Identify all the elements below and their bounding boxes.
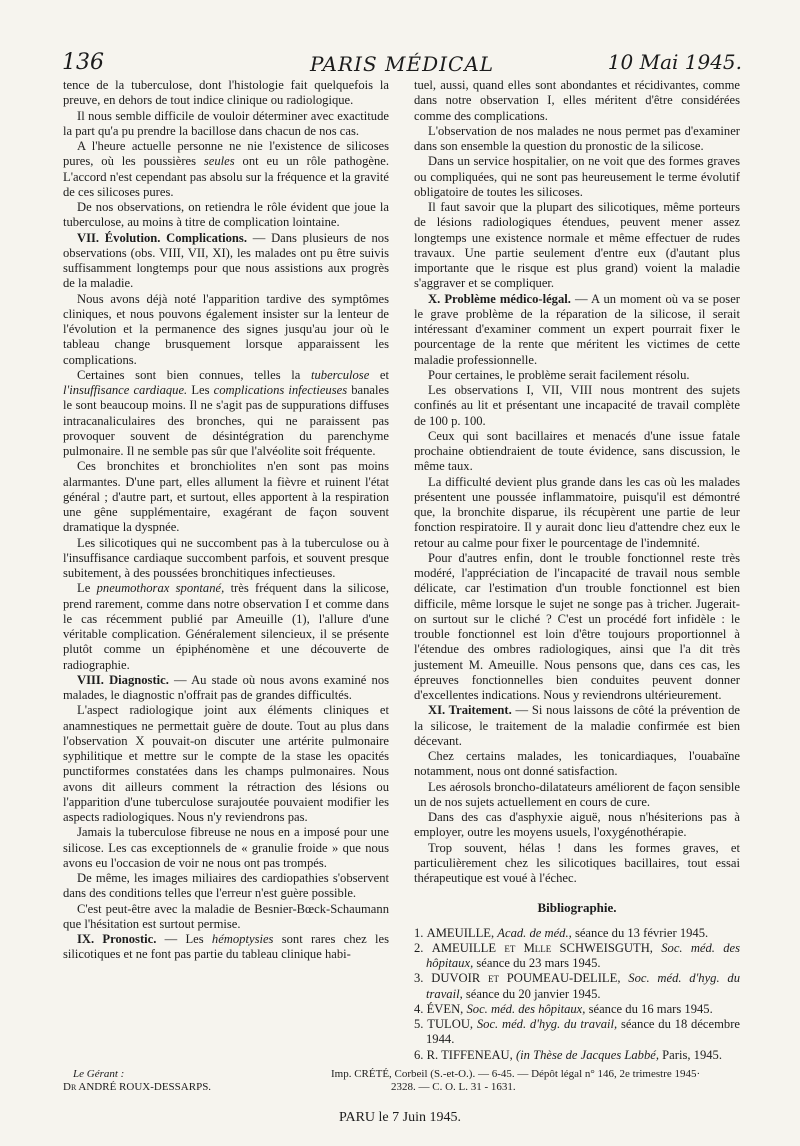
issue-date: 10 Mai 1945. — [607, 50, 742, 74]
printer-line: 2328. — C. O. L. 31 - 1631. — [391, 1081, 516, 1093]
paragraph: Dans un service hospitalier, on ne voit que des formes graves ou compliquées, qui ne sont pas heureusement le terme évolutif obligatoire de toutes les silicoses. — [414, 154, 740, 199]
paragraph: Il faut savoir que la plupart des silicotiques, même porteurs de lésions radiologiques étendues, peuvent mener assez longtemps une existence normale et même effectuer de rudes travaux. Une partie seulement d'entre eux (d'autant plus importante que le risque est plus grand) voient la maladie s'aggraver et se compliquer. — [414, 200, 740, 291]
section-heading: VIII. Diagnostic. — [77, 672, 169, 687]
paragraph: C'est peut-être avec la maladie de Besnier-Bœck-Schaumann que l'hésitation est surtout permise. — [63, 901, 389, 931]
paragraph: Pour d'autres enfin, dont le trouble fonctionnel reste très modéré, l'appréciation de l'incapacité de travail nous semble délicate, car l'estimation d'un trouble fonctionnel est bien difficile, même lorsque le sujet ne songe pas à tricher. Jugerait-on surtout sur le cliché ? C'est un procédé fort infidèle : le trouble fonctionnel est loin d'être toujours proportionnel à l'étendue des ombres radiologiques, ainsi que l'a dit très justement M. Ameuille. Nous pensons que, dans ces cas, les épreuves fonctionnelles bien conduites peuvent donner d'excellentes indications. Nous y reviendrons ultérieurement. — [414, 550, 740, 702]
paragraph: Les observations I, VII, VIII nous montrent des sujets confinés au lit et présentant une incapacité de travail complète de 100 p. 100. — [414, 383, 740, 428]
section-traitement: XI. Traitement. — Si nous laissons de côté la prévention de la silicose, le traitement de la maladie confirmée est bien décevant. — [414, 703, 740, 748]
paragraph: Chez certains malades, les tonicardiaques, l'ouabaïne notamment, nous ont donné satisfaction. — [414, 749, 740, 779]
paragraph: tuel, aussi, quand elles sont abondantes et récidivantes, comme dans notre observation I, elles méritent d'être considérées comme des complications. — [414, 78, 740, 123]
section-medico-legal: X. Problème médico-légal. — A un moment où va se poser le grave problème de la réparation de la silicose, il serait intéressant d'examiner comment un expert pourrait fixer le pourcentage de la rente que méritent les victimes de cette maladie professionnelle. — [414, 291, 740, 367]
section-heading: VII. Évolution. Complications. — [77, 230, 247, 245]
section-pronostic: IX. Pronostic. — Les hémoptysies sont rares chez les silicotiques et ne font pas partie du tableau clinique habi- — [63, 932, 389, 962]
paragraph: De nos observations, on retiendra le rôle évident que joue la tuberculose, au moins à titre de complication lointaine. — [63, 200, 389, 230]
paragraph: Pour certaines, le problème serait facilement résolu. — [428, 367, 690, 382]
manager-credit — [63, 1068, 253, 1094]
bibliography-entry: 6. R. TIFFENEAU, (in Thèse de Jacques Labbé, Paris, 1945. — [414, 1047, 722, 1062]
bibliography-entry: 3. DUVOIR et POUMEAU-DELILE, Soc. méd. d'hyg. du travail, séance du 20 janvier 1945. — [414, 971, 740, 1001]
bibliography-entry: 1. AMEUILLE, Acad. de méd., séance du 13 février 1945. — [414, 925, 709, 940]
bibliography-list — [414, 926, 740, 1063]
printer-info — [331, 1068, 751, 1094]
page-number: 136 — [62, 50, 104, 75]
bibliography-entry: 2. AMEUILLE et Mlle SCHWEISGUTH, Soc. méd. des hôpitaux, séance du 23 mars 1945. — [414, 940, 740, 970]
paragraph: Il nous semble difficile de vouloir déterminer avec exactitude la part qu'a pu prendre la bacillose dans chacun de nos cas. — [63, 108, 389, 138]
section-heading: XI. Traitement. — [428, 703, 512, 718]
printer-line: Imp. CRÉTÉ, Corbeil (S.-et-O.). — 6-45. — Dépôt légal n° 146, 2e trimestre 1945· — [331, 1068, 701, 1080]
paragraph: Le pneumothorax spontané, très fréquent dans la silicose, prend rarement, comme dans notre observation I et comme dans le cas récemment publié par Ameuille (1), l'allure d'une véritable complication. Généralement silencieux, il se présente plutôt comme un épiphénomène et une découverte de radiographie. — [63, 581, 389, 672]
paragraph: Trop souvent, hélas ! dans les formes graves, et particulièrement chez les silicotiques bacillaires, tout essai thérapeutique est voué à l'échec. — [414, 840, 740, 885]
journal-title: PARIS MÉDICAL — [309, 52, 495, 76]
page-header — [62, 50, 742, 80]
manager-name: Dr ANDRÉ ROUX-DESSARPS. — [63, 1081, 212, 1093]
paragraph: Ceux qui sont bacillaires et menacés d'une issue fatale prochaine obtiendraient de toute évidence, sans discussion, le même taux. — [414, 428, 740, 474]
paragraph: Nous avons déjà noté l'apparition tardive des symptômes cliniques, et nous pouvons également insister sur la lenteur de l'évolution et la permanence des signes jusqu'au jour où le tableau change brusquement lorsque apparaissent les complications. — [63, 291, 389, 367]
paragraph: Les aérosols broncho-dilatateurs améliorent de façon sensible un de nos sujets actuellement en cours de cure. — [414, 779, 740, 809]
bibliography-entry: 5. TULOU, Soc. méd. d'hyg. du travail, séance du 18 décembre 1944. — [414, 1017, 740, 1047]
paragraph: De même, les images miliaires des cardiopathies s'observent dans des conditions telles que l'erreur n'est guère possible. — [63, 871, 389, 901]
paragraph: Dans des cas d'asphyxie aiguë, nous n'hésiterions pas à employer, outre les moyens usuels, l'oxygénothérapie. — [414, 810, 740, 840]
paragraph: Jamais la tuberculose fibreuse ne nous en a imposé pour une silicose. Les cas exceptionnels de « granulie froide » que nous avons eu l'occasion de voir ne nous ont pas trompés. — [63, 825, 389, 870]
section-heading: IX. Pronostic. — [77, 932, 157, 946]
left-column — [63, 78, 389, 963]
publication-date: PARU le 7 Juin 1945. — [338, 1110, 461, 1125]
paragraph: Les silicotiques qui ne succombent pas à la tuberculose ou à l'insuffisance cardiaque succombent parfois, et souvent presque subitement, à des poussées bronchitiques infectieuses. — [63, 535, 389, 580]
section-diagnostic: VIII. Diagnostic. — Au stade où nous avons examiné nos malades, le diagnostic n'offrait pas de grandes difficultés. — [63, 672, 390, 702]
paragraph: L'aspect radiologique joint aux éléments cliniques et anamnestiques ne permettait guère de doute. Tout au plus dans l'observation X pouvait-on discuter une artérite pulmonaire syphilitique et mettre sur le compte de la stase les opacités punctiformes constatées dans les champs pulmonaires. Nous avons dit ailleurs comment la rétraction des lésions ou l'apparition d'une tuberculose surajoutée pouvaient modifier les aspects radiologiques. Nous n'y reviendrons pas. — [63, 703, 389, 824]
section-evolution: VII. Évolution. Complications. — Dans plusieurs de nos observations (obs. VIII, VII, XI), les malades ont pu être suivis suffisamment longtemps pour que nous assistions aux progrès de la maladie. — [63, 230, 390, 291]
section-heading: X. Problème médico-légal. — [428, 291, 571, 306]
paragraph: A l'heure actuelle personne ne nie l'existence de silicoses pures, où les poussières seules ont eu un rôle pathogène. L'accord n'est cependant pas absolu sur la fréquence et la gravité de ces silicoses pures. — [63, 139, 389, 199]
paragraph: La difficulté devient plus grande dans les cas où les malades présentent une poussée inflammatoire, puisqu'il est démontré que, la bronchite disparue, ils récupèrent une partie de leur fonction respiratoire. Il y aurait donc lieu d'attendre chez eux le retour au calme pour fixer le pourcentage de l'indemnité. — [414, 474, 740, 550]
manager-label: Le Gérant : — [73, 1068, 125, 1080]
paragraph: tence de la tuberculose, dont l'histologie fait quelquefois la preuve, en dehors de tout indice clinique ou radiologique. — [63, 78, 389, 108]
bibliography-title: Bibliographie. — [537, 900, 617, 916]
right-column — [414, 78, 740, 1063]
paragraph: Ces bronchites et bronchiolites n'en sont pas moins alarmantes. D'une part, elles allument la fièvre et ruinent l'état général ; d'autre part, et surtout, elles apportent à la respiration une gêne supplémentaire, exagérant de façon souvent dramatique la dyspnée. — [63, 459, 389, 535]
paragraph: Certaines sont bien connues, telles la tuberculose et l'insuffisance cardiaque. Les complications infectieuses banales le sont beaucoup moins. Il ne s'agit pas de suppurations diffuses intracanaliculaires des bronches, qui ne paraissent pas provoquer souvent de désintégration du parenchyme pulmonaire. Il ne semble pas sûr que l'alvéolite soit fréquente. — [63, 367, 390, 458]
bibliography-entry: 4. ÉVEN, Soc. méd. des hôpitaux, séance du 16 mars 1945. — [414, 1001, 713, 1016]
paragraph: L'observation de nos malades ne nous permet pas d'examiner dans son ensemble la question du pronostic de la silicose. — [414, 123, 740, 153]
